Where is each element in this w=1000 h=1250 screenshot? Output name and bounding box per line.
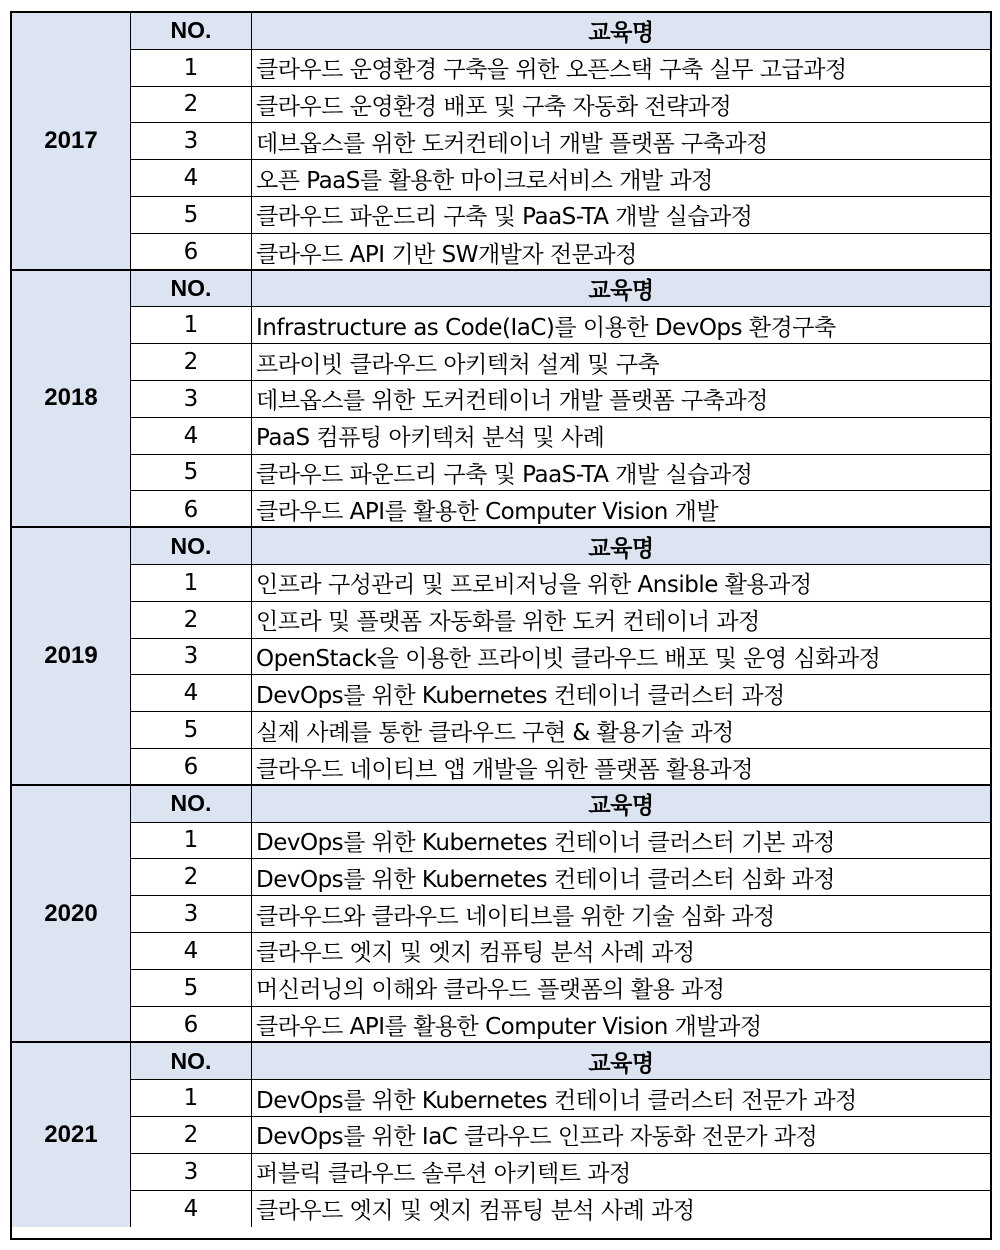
header-course-name: 교육명 xyxy=(588,276,654,303)
table-row xyxy=(131,1117,990,1154)
course-rows xyxy=(131,13,990,269)
table-row xyxy=(131,418,990,455)
year-label: 2020 xyxy=(12,786,131,1042)
curriculum-table xyxy=(10,11,992,1240)
table-row xyxy=(131,491,990,528)
table-row xyxy=(131,50,990,87)
year-block-2020 xyxy=(12,786,990,1044)
header-row xyxy=(131,1043,990,1080)
course-number: 4 xyxy=(131,1191,252,1228)
header-course-name: 교육명 xyxy=(588,534,654,561)
course-name: DevOps를 위한 Kubernetes 컨테이너 클러스터 기본 과정 xyxy=(256,829,835,856)
table-row xyxy=(131,1191,990,1228)
table-row xyxy=(131,565,990,602)
course-number: 5 xyxy=(131,197,252,233)
table-row xyxy=(131,602,990,639)
course-name: PaaS 컴퓨팅 아키텍처 분석 및 사례 xyxy=(256,425,605,452)
course-name: 클라우드 파운드리 구축 및 PaaS-TA 개발 실습과정 xyxy=(256,461,753,488)
table-row xyxy=(131,859,990,896)
course-name: 데브옵스를 위한 도커컨테이너 개발 플랫폼 구축과정 xyxy=(256,388,768,415)
header-course-name: 교육명 xyxy=(588,792,654,819)
course-name: DevOps를 위한 Kubernetes 컨테이너 클러스터 과정 xyxy=(256,682,785,709)
header-no: NO. xyxy=(131,271,252,307)
course-name: 인프라 구성관리 및 프로비저닝을 위한 Ansible 활용과정 xyxy=(256,572,812,599)
header-row xyxy=(131,528,990,565)
course-name: 클라우드 엣지 및 엣지 컴퓨팅 분석 사례 과정 xyxy=(256,1198,695,1225)
table-row xyxy=(131,307,990,344)
course-number: 4 xyxy=(131,933,252,969)
course-number: 3 xyxy=(131,639,252,675)
course-name: 실제 사례를 통한 클라우드 구현 & 활용기술 과정 xyxy=(256,719,734,746)
course-rows xyxy=(131,1043,990,1227)
table-row xyxy=(131,1080,990,1117)
course-name: 퍼블릭 클라우드 솔루션 아키텍트 과정 xyxy=(256,1161,631,1188)
course-number: 2 xyxy=(131,87,252,123)
header-no: NO. xyxy=(131,1043,252,1079)
course-number: 3 xyxy=(131,123,252,159)
course-name: 프라이빗 클라우드 아키텍처 설계 및 구축 xyxy=(256,351,660,378)
table-row xyxy=(131,160,990,197)
header-course-name: 교육명 xyxy=(588,19,654,46)
year-block-2017 xyxy=(12,13,990,271)
course-number: 1 xyxy=(131,565,252,601)
course-name: 클라우드 API를 활용한 Computer Vision 개발 xyxy=(256,499,719,526)
course-name: 클라우드 파운드리 구축 및 PaaS-TA 개발 실습과정 xyxy=(256,204,753,231)
course-number: 1 xyxy=(131,1080,252,1116)
course-number: 3 xyxy=(131,896,252,932)
course-number: 3 xyxy=(131,1154,252,1190)
course-number: 6 xyxy=(131,234,252,271)
course-number: 5 xyxy=(131,455,252,491)
course-name: 클라우드와 클라우드 네이티브를 위한 기술 심화 과정 xyxy=(256,903,775,930)
course-number: 4 xyxy=(131,675,252,711)
course-name: DevOps를 위한 Kubernetes 컨테이너 클러스터 심화 과정 xyxy=(256,866,835,893)
table-row xyxy=(131,344,990,381)
table-row xyxy=(131,87,990,124)
table-row xyxy=(131,123,990,160)
course-number: 2 xyxy=(131,859,252,895)
course-name: 클라우드 운영환경 배포 및 구축 자동화 전략과정 xyxy=(256,93,732,120)
course-name: 클라우드 네이티브 앱 개발을 위한 플랫폼 활용과정 xyxy=(256,756,753,783)
table-row xyxy=(131,896,990,933)
header-no: NO. xyxy=(131,13,252,49)
year-label: 2017 xyxy=(12,13,131,269)
course-name: 인프라 및 플랫폼 자동화를 위한 도커 컨테이너 과정 xyxy=(256,609,760,636)
header-course-name: 교육명 xyxy=(588,1049,654,1076)
course-number: 1 xyxy=(131,50,252,86)
header-no: NO. xyxy=(131,528,252,564)
header-no: NO. xyxy=(131,786,252,822)
course-number: 6 xyxy=(131,1007,252,1044)
year-block-2021 xyxy=(12,1043,990,1227)
table-row xyxy=(131,197,990,234)
course-name: DevOps를 위한 Kubernetes 컨테이너 클러스터 전문가 과정 xyxy=(256,1087,857,1114)
header-row xyxy=(131,786,990,823)
course-name: 클라우드 엣지 및 엣지 컴퓨팅 분석 사례 과정 xyxy=(256,940,695,967)
course-number: 3 xyxy=(131,381,252,417)
course-rows xyxy=(131,786,990,1042)
course-number: 2 xyxy=(131,602,252,638)
course-rows xyxy=(131,271,990,527)
header-row xyxy=(131,13,990,50)
course-name: 오픈 PaaS를 활용한 마이크로서비스 개발 과정 xyxy=(256,167,713,194)
header-row xyxy=(131,271,990,308)
course-number: 1 xyxy=(131,307,252,343)
table-row xyxy=(131,234,990,271)
course-number: 6 xyxy=(131,749,252,786)
table-row xyxy=(131,455,990,492)
course-number: 5 xyxy=(131,712,252,748)
table-row xyxy=(131,1007,990,1044)
table-row xyxy=(131,933,990,970)
course-number: 2 xyxy=(131,344,252,380)
table-row xyxy=(131,970,990,1007)
course-name: 클라우드 API를 활용한 Computer Vision 개발과정 xyxy=(256,1014,762,1041)
course-rows xyxy=(131,528,990,784)
course-number: 4 xyxy=(131,160,252,196)
table-row xyxy=(131,381,990,418)
table-row xyxy=(131,675,990,712)
table-row xyxy=(131,823,990,860)
table-row xyxy=(131,1154,990,1191)
table-row xyxy=(131,712,990,749)
course-name: OpenStack을 이용한 프라이빗 클라우드 배포 및 운영 심화과정 xyxy=(256,645,881,672)
table-row xyxy=(131,749,990,786)
course-name: Infrastructure as Code(IaC)를 이용한 DevOps 환경구축 xyxy=(256,314,836,341)
course-number: 5 xyxy=(131,970,252,1006)
table-row xyxy=(131,639,990,676)
course-number: 2 xyxy=(131,1117,252,1153)
year-block-2018 xyxy=(12,271,990,529)
year-label: 2021 xyxy=(12,1043,131,1227)
course-number: 6 xyxy=(131,491,252,528)
course-name: 머신러닝의 이해와 클라우드 플랫폼의 활용 과정 xyxy=(256,977,725,1004)
year-label: 2018 xyxy=(12,271,131,527)
course-number: 4 xyxy=(131,418,252,454)
year-block-2019 xyxy=(12,528,990,786)
course-name: DevOps를 위한 IaC 클라우드 인프라 자동화 전문가 과정 xyxy=(256,1124,818,1151)
year-label: 2019 xyxy=(12,528,131,784)
course-name: 클라우드 운영환경 구축을 위한 오픈스택 구축 실무 고급과정 xyxy=(256,57,847,84)
course-number: 1 xyxy=(131,823,252,859)
course-name: 클라우드 API 기반 SW개발자 전문과정 xyxy=(256,241,637,268)
course-name: 데브옵스를 위한 도커컨테이너 개발 플랫폼 구축과정 xyxy=(256,130,768,157)
